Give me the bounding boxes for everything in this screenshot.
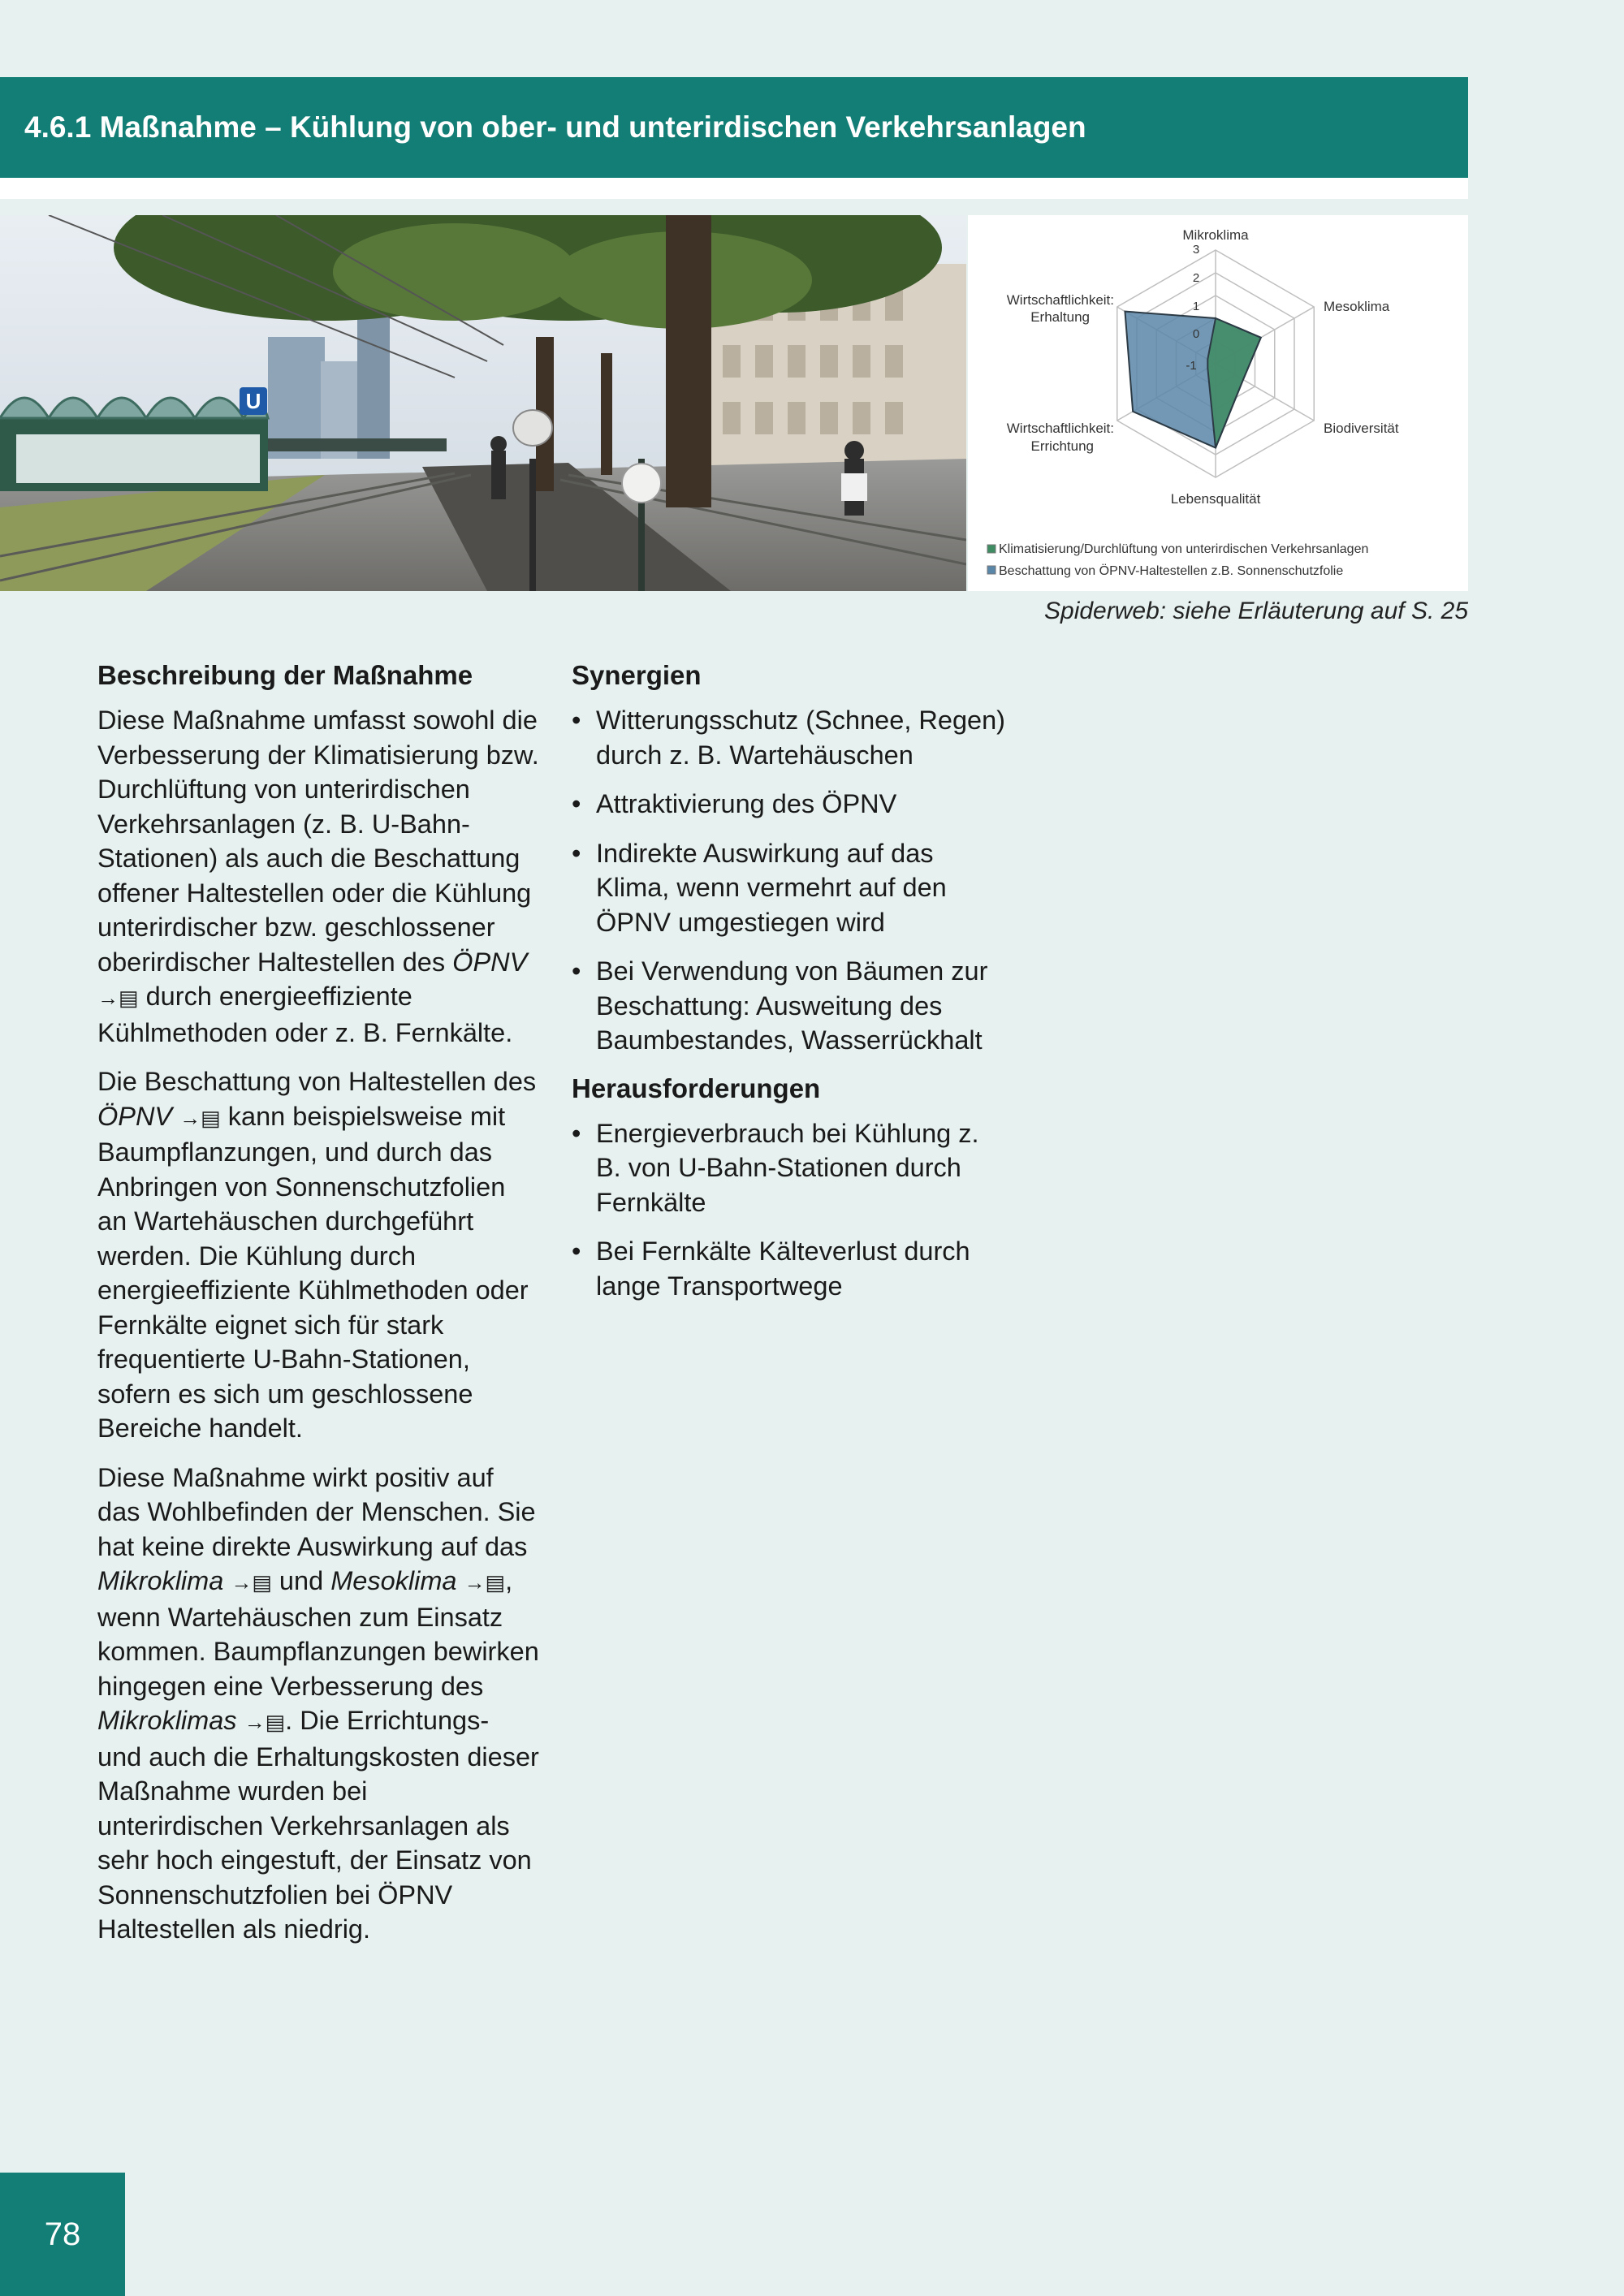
page-number: 78 (0, 2173, 125, 2296)
spiderweb-svg (968, 215, 1468, 591)
challenges-heading: Herausforderungen (572, 1072, 821, 1103)
glossary-ref-icon[interactable]: →▤ (97, 986, 139, 1010)
description-paragraph-2: Die Beschattung von Haltestellen des ÖPNV →▤ kann beispielsweise mit Baumpflanzungen, und durch das Anbringen von Sonnenschutzfolien an Wartehäuschen durchgeführt werden. Die Kühlung durch energieeffiziente Kühlmethoden oder Fernkälte eignet sich für stark frequentierte U-Bahn-Stationen, sofern es sich um geschlossene Bereiche handelt. (97, 1067, 537, 1443)
list-item: • Energieverbrauch bei Kühlung z. B. von U-Bahn-Stationen durch Fernkälte (572, 1118, 979, 1217)
legend-swatch-1 (987, 545, 996, 553)
spiderweb-chart (968, 215, 1468, 591)
street-photo (0, 215, 966, 591)
scale-label: -1 (1186, 359, 1197, 373)
glossary-ref-icon[interactable]: →▤ (244, 1710, 286, 1734)
section-header (0, 77, 1468, 178)
challenges-list (572, 1116, 1010, 1304)
axis-label-mikroklima: Mikroklima (1182, 227, 1249, 243)
header-divider (0, 178, 1468, 199)
glossary-term-mikroklima[interactable]: Mikroklima (97, 1566, 224, 1595)
scale-label: 1 (1192, 300, 1200, 313)
chart-caption: Spiderweb: siehe Erläuterung auf S. 25 (1044, 598, 1468, 624)
axis-label-biodiversitaet: Biodiversität (1324, 421, 1399, 436)
description-heading: Beschreibung der Maßnahme (97, 660, 473, 690)
axis-label-errichtung-2: Errichtung (1030, 438, 1094, 454)
synergies-heading: Synergien (572, 660, 702, 690)
list-item: • Bei Verwendung von Bäumen zur Beschattung: Ausweitung des Baumbestandes, Wasserrückhalt (572, 956, 988, 1055)
list-item: • Indirekte Auswirkung auf das Klima, wenn vermehrt auf den ÖPNV umgestiegen wird (572, 838, 947, 937)
list-item: • Bei Fernkälte Kälteverlust durch lange Transportwege (572, 1236, 970, 1301)
u-bahn-sign: U (245, 389, 261, 413)
axis-label-lebensqualitaet: Lebensqualität (1170, 491, 1261, 507)
legend-label-2: Beschattung von ÖPNV-Haltestellen z.B. Sonnenschutzfolie (999, 564, 1344, 578)
glossary-term-oepnv[interactable]: ÖPNV (452, 947, 528, 977)
axis-label-errichtung-1: Wirtschaftlichkeit: (1006, 421, 1114, 436)
legend-label-1: Klimatisierung/Durchlüftung von unterirdischen Verkehrsanlagen (999, 542, 1369, 556)
list-item: • Attraktivierung des ÖPNV (572, 789, 897, 818)
description-paragraph-3: Diese Maßnahme wirkt positiv auf das Wohlbefinden der Menschen. Sie hat keine direkte Auswirkung auf das Mikroklima →▤ und Mesoklima →▤, wenn Wartehäuschen zum Einsatz kommen. Baumpflanzungen bewirken hingegen eine Verbesserung des Mikroklimas →▤. Die Errichtungs- und auch die Erhaltungskosten dieser Maßnahme wurden bei unterirdischen Verkehrsanlagen als sehr hoch eingestuft, der Einsatz von Sonnenschutzfolien bei ÖPNV Haltestellen als niedrig. (97, 1462, 539, 1944)
series-klimatisierung (1207, 318, 1260, 448)
synergies-list (572, 703, 1010, 1058)
axis-label-erhaltung-1: Wirtschaftlichkeit: (1006, 292, 1114, 308)
axis-label-mesoklima: Mesoklima (1324, 299, 1390, 314)
description-column (97, 659, 540, 1962)
glossary-term-oepnv[interactable]: ÖPNV (97, 1101, 173, 1131)
list-item: • Witterungsschutz (Schnee, Regen) durch z. B. Wartehäuschen (572, 706, 1005, 770)
axis-label-erhaltung-2: Erhaltung (1030, 309, 1090, 325)
glossary-ref-icon[interactable]: →▤ (231, 1570, 272, 1595)
glossary-ref-icon[interactable]: →▤ (179, 1105, 221, 1130)
description-paragraph-1: Diese Maßnahme umfasst sowohl die Verbesserung der Klimatisierung bzw. Durchlüftung von unterirdischen Verkehrsanlagen (z. B. U-Bahn-Stationen) als auch die Beschattung offener Haltestellen oder die Kühlung unterirdischer bzw. geschlossener oberirdischer Haltestellen des ÖPNV →▤ durch energieeffiziente Kühlmethoden oder z. B. Fernkälte. (97, 706, 539, 1047)
tram-stop-illustration (0, 215, 966, 591)
scale-label: 2 (1192, 271, 1200, 285)
legend-swatch-2 (987, 566, 996, 574)
glossary-term-mesoklima[interactable]: Mesoklima (330, 1566, 457, 1595)
section-title: 4.6.1 Maßnahme – Kühlung von ober- und unterirdischen Verkehrsanlagen (24, 110, 1086, 144)
synergies-column (572, 659, 1010, 1318)
glossary-ref-icon[interactable]: →▤ (464, 1570, 506, 1595)
scale-label: 3 (1192, 243, 1200, 257)
glossary-term-mikroklimas[interactable]: Mikroklimas (97, 1706, 237, 1735)
scale-label: 0 (1192, 327, 1200, 341)
